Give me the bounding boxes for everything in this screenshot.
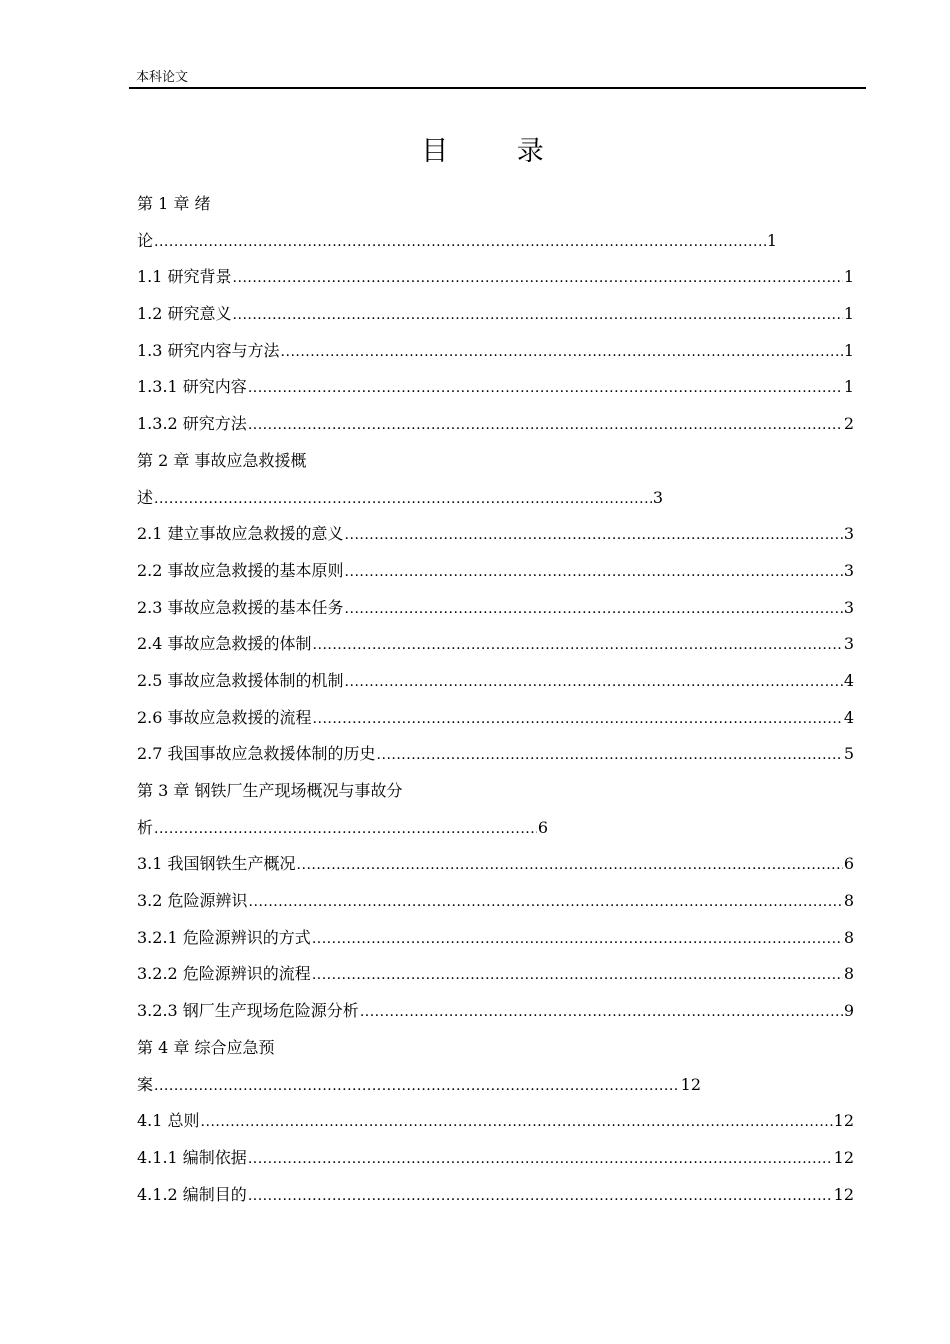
toc-entry[interactable] <box>137 296 854 333</box>
toc-page-number: 3 <box>843 597 854 617</box>
toc-entry-label: 2.2 事故应急救援的基本原则 <box>137 560 344 580</box>
toc-entry-label: 2.7 我国事故应急救援体制的历史 <box>137 744 376 764</box>
toc-entry[interactable] <box>137 993 854 1030</box>
toc-page-number: 1 <box>843 304 854 324</box>
toc-entry[interactable] <box>137 259 854 296</box>
toc-entry[interactable] <box>137 626 854 663</box>
toc-leader-dots <box>313 627 843 664</box>
toc-leader-dots <box>248 1178 833 1215</box>
toc-page-number: 6 <box>537 817 548 837</box>
toc-entry[interactable] <box>137 1177 854 1214</box>
toc-chapter-label: 第 3 章 钢铁厂生产现场概况与事故分 <box>137 781 403 800</box>
toc-entry[interactable] <box>137 1103 854 1140</box>
toc-entry[interactable] <box>137 223 854 260</box>
toc-entry-label: 案 <box>137 1074 154 1094</box>
toc-entry-label: 2.4 事故应急救援的体制 <box>137 634 312 654</box>
toc-chapter-label: 第 4 章 综合应急预 <box>137 1037 275 1057</box>
toc-entry-label: 2.1 建立事故应急救援的意义 <box>137 524 344 544</box>
toc-entry-label: 2.6 事故应急救援的流程 <box>137 707 312 727</box>
toc-chapter-heading <box>137 186 854 223</box>
toc-page-number: 1 <box>766 230 777 250</box>
toc-page-number: 8 <box>843 891 854 911</box>
toc-leader-dots <box>154 1068 680 1105</box>
toc-leader-dots <box>248 407 843 444</box>
toc-chapter-label: 第 1 章 绪 <box>137 194 211 213</box>
toc-page-number: 5 <box>843 744 854 764</box>
toc-entry[interactable] <box>137 369 854 406</box>
toc-page-number: 12 <box>833 1147 854 1167</box>
toc-leader-dots <box>345 517 843 554</box>
toc-entry[interactable] <box>137 516 854 553</box>
toc-entry-label: 3.2.3 钢厂生产现场危险源分析 <box>137 1001 359 1021</box>
toc-entry-label: 3.1 我国钢铁生产概况 <box>137 854 296 874</box>
toc-entry-label: 述 <box>137 487 154 507</box>
toc-entry-label: 1.3.1 研究内容 <box>137 377 247 397</box>
toc-entry-label: 论 <box>137 230 154 250</box>
toc-chapter-heading <box>137 443 854 480</box>
table-of-contents <box>137 186 854 1213</box>
running-header: 本科论文 <box>136 70 189 85</box>
toc-entry[interactable] <box>137 846 854 883</box>
toc-entry[interactable] <box>137 956 854 993</box>
toc-page-number: 3 <box>652 487 663 507</box>
toc-entry[interactable] <box>137 590 854 627</box>
toc-entry-label: 3.2.1 危险源辨识的方式 <box>137 927 311 947</box>
toc-leader-dots <box>201 1104 833 1141</box>
toc-leader-dots <box>360 994 843 1031</box>
toc-entry-label: 析 <box>137 817 154 837</box>
toc-leader-dots <box>345 591 843 628</box>
toc-leader-dots <box>313 701 843 738</box>
toc-page-number: 12 <box>833 1111 854 1131</box>
toc-page-number: 1 <box>843 267 854 287</box>
toc-leader-dots <box>345 664 843 701</box>
toc-page-number: 9 <box>843 1001 854 1021</box>
toc-entry-label: 4.1 总则 <box>137 1111 200 1131</box>
toc-page-number: 12 <box>680 1074 701 1094</box>
toc-page-number: 1 <box>843 377 854 397</box>
toc-page-number: 1 <box>843 340 854 360</box>
toc-leader-dots <box>154 811 537 848</box>
toc-leader-dots <box>297 847 843 884</box>
toc-page-number: 8 <box>843 927 854 947</box>
toc-leader-dots <box>281 334 843 371</box>
toc-page-number: 3 <box>843 524 854 544</box>
toc-leader-dots <box>154 481 652 518</box>
toc-entry-label: 3.2.2 危险源辨识的流程 <box>137 964 311 984</box>
page-title: 目 录 <box>421 136 574 167</box>
toc-entry-label: 1.3.2 研究方法 <box>137 414 247 434</box>
toc-leader-dots <box>233 260 843 297</box>
toc-entry[interactable] <box>137 920 854 957</box>
toc-page-number: 4 <box>843 670 854 690</box>
toc-page-number: 4 <box>843 707 854 727</box>
toc-entry-label: 1.3 研究内容与方法 <box>137 340 280 360</box>
toc-leader-dots <box>154 224 766 261</box>
toc-leader-dots <box>312 957 843 994</box>
toc-page-number: 12 <box>833 1184 854 1204</box>
toc-chapter-heading <box>137 773 854 810</box>
toc-entry-label: 1.1 研究背景 <box>137 267 232 287</box>
toc-entry[interactable] <box>137 883 854 920</box>
toc-page-number: 3 <box>843 560 854 580</box>
toc-entry[interactable] <box>137 663 854 700</box>
toc-entry[interactable] <box>137 1140 854 1177</box>
toc-leader-dots <box>233 297 843 334</box>
toc-entry[interactable] <box>137 700 854 737</box>
toc-entry[interactable] <box>137 333 854 370</box>
toc-entry[interactable] <box>137 736 854 773</box>
toc-entry[interactable] <box>137 480 854 517</box>
toc-page-number: 3 <box>843 634 854 654</box>
toc-leader-dots <box>377 737 843 774</box>
toc-leader-dots <box>312 921 843 958</box>
toc-leader-dots <box>345 554 843 591</box>
toc-chapter-heading <box>137 1030 854 1067</box>
header-divider <box>129 87 866 89</box>
toc-page-number: 6 <box>843 854 854 874</box>
toc-leader-dots <box>248 370 843 407</box>
toc-leader-dots <box>249 884 843 921</box>
toc-entry[interactable] <box>137 553 854 590</box>
toc-page-number: 8 <box>843 964 854 984</box>
toc-leader-dots <box>248 1141 833 1178</box>
toc-page-number: 2 <box>843 414 854 434</box>
toc-entry[interactable] <box>137 810 854 847</box>
toc-entry[interactable] <box>137 1067 854 1104</box>
toc-entry-label: 2.5 事故应急救援体制的机制 <box>137 670 344 690</box>
toc-entry-label: 4.1.2 编制目的 <box>137 1184 247 1204</box>
toc-entry-label: 4.1.1 编制依据 <box>137 1147 247 1167</box>
toc-entry-label: 2.3 事故应急救援的基本任务 <box>137 597 344 617</box>
toc-chapter-label: 第 2 章 事故应急救援概 <box>137 450 307 470</box>
toc-entry-label: 1.2 研究意义 <box>137 304 232 324</box>
toc-entry[interactable] <box>137 406 854 443</box>
toc-entry-label: 3.2 危险源辨识 <box>137 891 248 911</box>
